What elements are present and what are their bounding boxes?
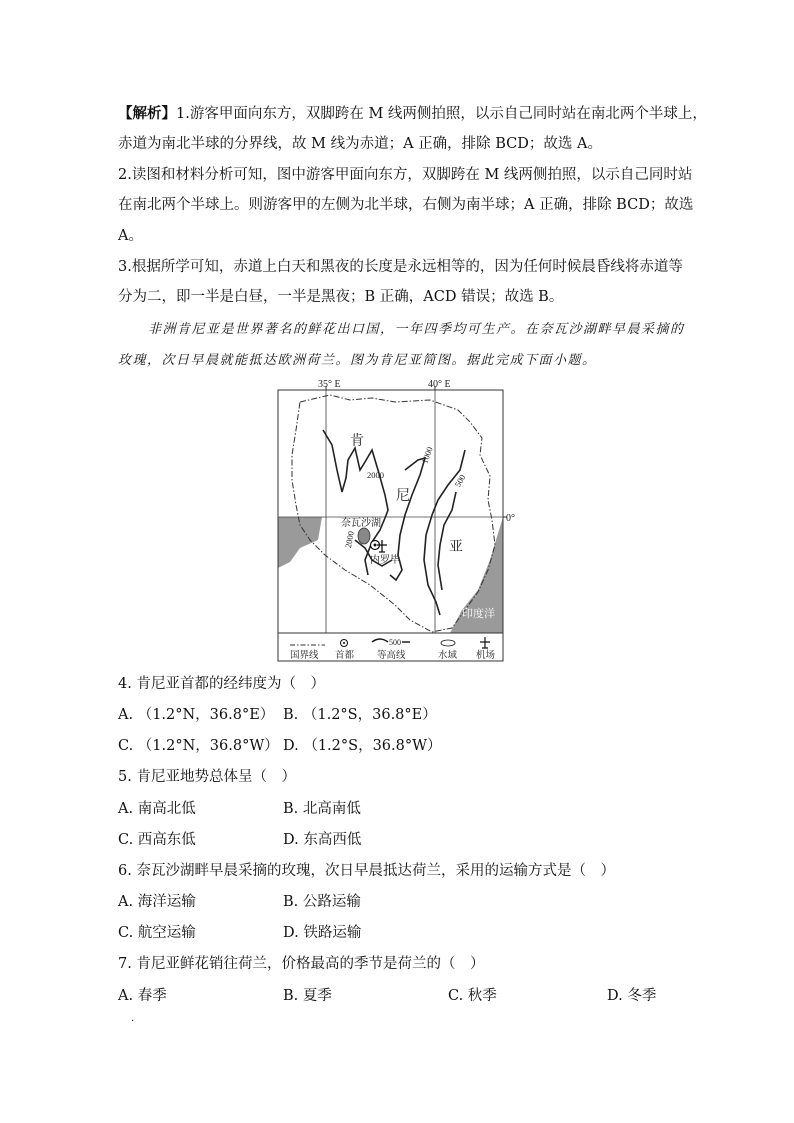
map-frame — [278, 390, 503, 633]
capital-label: 内罗毕 — [370, 555, 400, 566]
country-char-2: 尼 — [396, 488, 410, 504]
legend-contour-value: 500 — [389, 638, 401, 647]
q4-option-a[interactable]: A. （1.2°N，36.8°E） — [118, 707, 275, 723]
contour-label-500: 500 — [452, 472, 468, 489]
analysis-line-7: 分为二，即一半是白昼，一半是黑夜；B 正确，ACD 错误；故选 B。 — [118, 289, 564, 305]
q7-option-a[interactable]: A. 春季 — [118, 988, 167, 1004]
q5-stem: 5. 肯尼亚地势总体呈（ ） — [118, 769, 296, 785]
country-char-3: 亚 — [449, 539, 463, 555]
ocean-label: 印度洋 — [462, 607, 495, 620]
analysis-line-5: A。 — [118, 228, 143, 244]
stray-dot: · — [131, 1016, 135, 1027]
lon-35-label: 35° E — [318, 379, 341, 390]
q5-option-d[interactable]: D. 东高西低 — [283, 832, 362, 848]
analysis-text-1: 1.游客甲面向东方，双脚跨在 M 线两侧拍照，以示自己同时站在南北两个半球上， — [176, 106, 707, 122]
q6-option-b[interactable]: B. 公路运输 — [283, 894, 361, 910]
equator-label: 0° — [506, 513, 515, 524]
lake-naivasha — [358, 528, 370, 544]
legend-contour-label: 等高线 — [377, 650, 406, 661]
legend-water-label: 水域 — [438, 650, 458, 661]
intro-line-1: 非洲肯尼亚是世界著名的鲜花出口国，一年四季均可生产。在奈瓦沙湖畔早晨采摘的 — [148, 322, 685, 337]
legend-capital-label: 首都 — [335, 650, 355, 661]
q5-option-b[interactable]: B. 北高南低 — [283, 801, 361, 817]
q7-stem: 7. 肯尼亚鲜花销往荷兰，价格最高的季节是荷兰的（ ） — [118, 956, 485, 972]
q4-option-b[interactable]: B. （1.2°S，36.8°E） — [283, 707, 437, 723]
q5-option-a[interactable]: A. 南高北低 — [118, 801, 196, 817]
q6-option-c[interactable]: C. 航空运输 — [118, 925, 196, 941]
q4-option-d[interactable]: D. （1.2°S，36.8°W） — [283, 738, 442, 754]
q4-option-c[interactable]: C. （1.2°N，36.8°W） — [118, 738, 279, 754]
contour-label-2000b: 2000 — [343, 530, 356, 549]
q4-stem: 4. 肯尼亚首都的经纬度为（ ） — [118, 676, 325, 692]
intro-line-2: 玫瑰，次日早晨就能抵达欧洲荷兰。图为肯尼亚简图。据此完成下面小题。 — [118, 353, 597, 368]
country-char-1: 肯 — [350, 433, 364, 449]
q7-option-d[interactable]: D. 冬季 — [607, 988, 657, 1004]
lake-label: 奈瓦沙湖 — [341, 518, 381, 529]
analysis-label: 【解析】 — [118, 105, 176, 122]
analysis-line-3: 2.读图和材料分析可知，图中游客甲面向东方，双脚跨在 M 线两侧拍照，以示自己同时站 — [118, 167, 693, 183]
lon-40-label: 40° E — [428, 379, 451, 390]
q6-option-a[interactable]: A. 海洋运输 — [118, 894, 196, 910]
contour-label-2000a: 2000 — [367, 470, 384, 480]
analysis-line-2: 赤道为南北半球的分界线，故 M 线为赤道；A 正确，排除 BCD；故选 A。 — [118, 136, 602, 152]
legend-airport-label: 机场 — [476, 650, 496, 661]
q6-stem: 6. 奈瓦沙湖畔早晨采摘的玫瑰，次日早晨抵达荷兰，采用的运输方式是（ ） — [118, 863, 615, 879]
q6-option-d[interactable]: D. 铁路运输 — [283, 925, 362, 941]
legend-border-label: 国界线 — [290, 650, 319, 661]
q5-option-c[interactable]: C. 西高东低 — [118, 832, 196, 848]
contour-label-1000: 1000 — [419, 445, 435, 465]
analysis-line-4: 在南北两个半球上。则游客甲的左侧为北半球，右侧为南半球；A 正确，排除 BCD；故选 — [118, 197, 694, 213]
q7-option-b[interactable]: B. 夏季 — [283, 988, 332, 1004]
analysis-line-6: 3.根据所学可知，赤道上白天和黑夜的长度是永远相等的，因为任何时候晨昏线将赤道等 — [118, 259, 683, 275]
q7-option-c[interactable]: C. 秋季 — [448, 988, 497, 1004]
